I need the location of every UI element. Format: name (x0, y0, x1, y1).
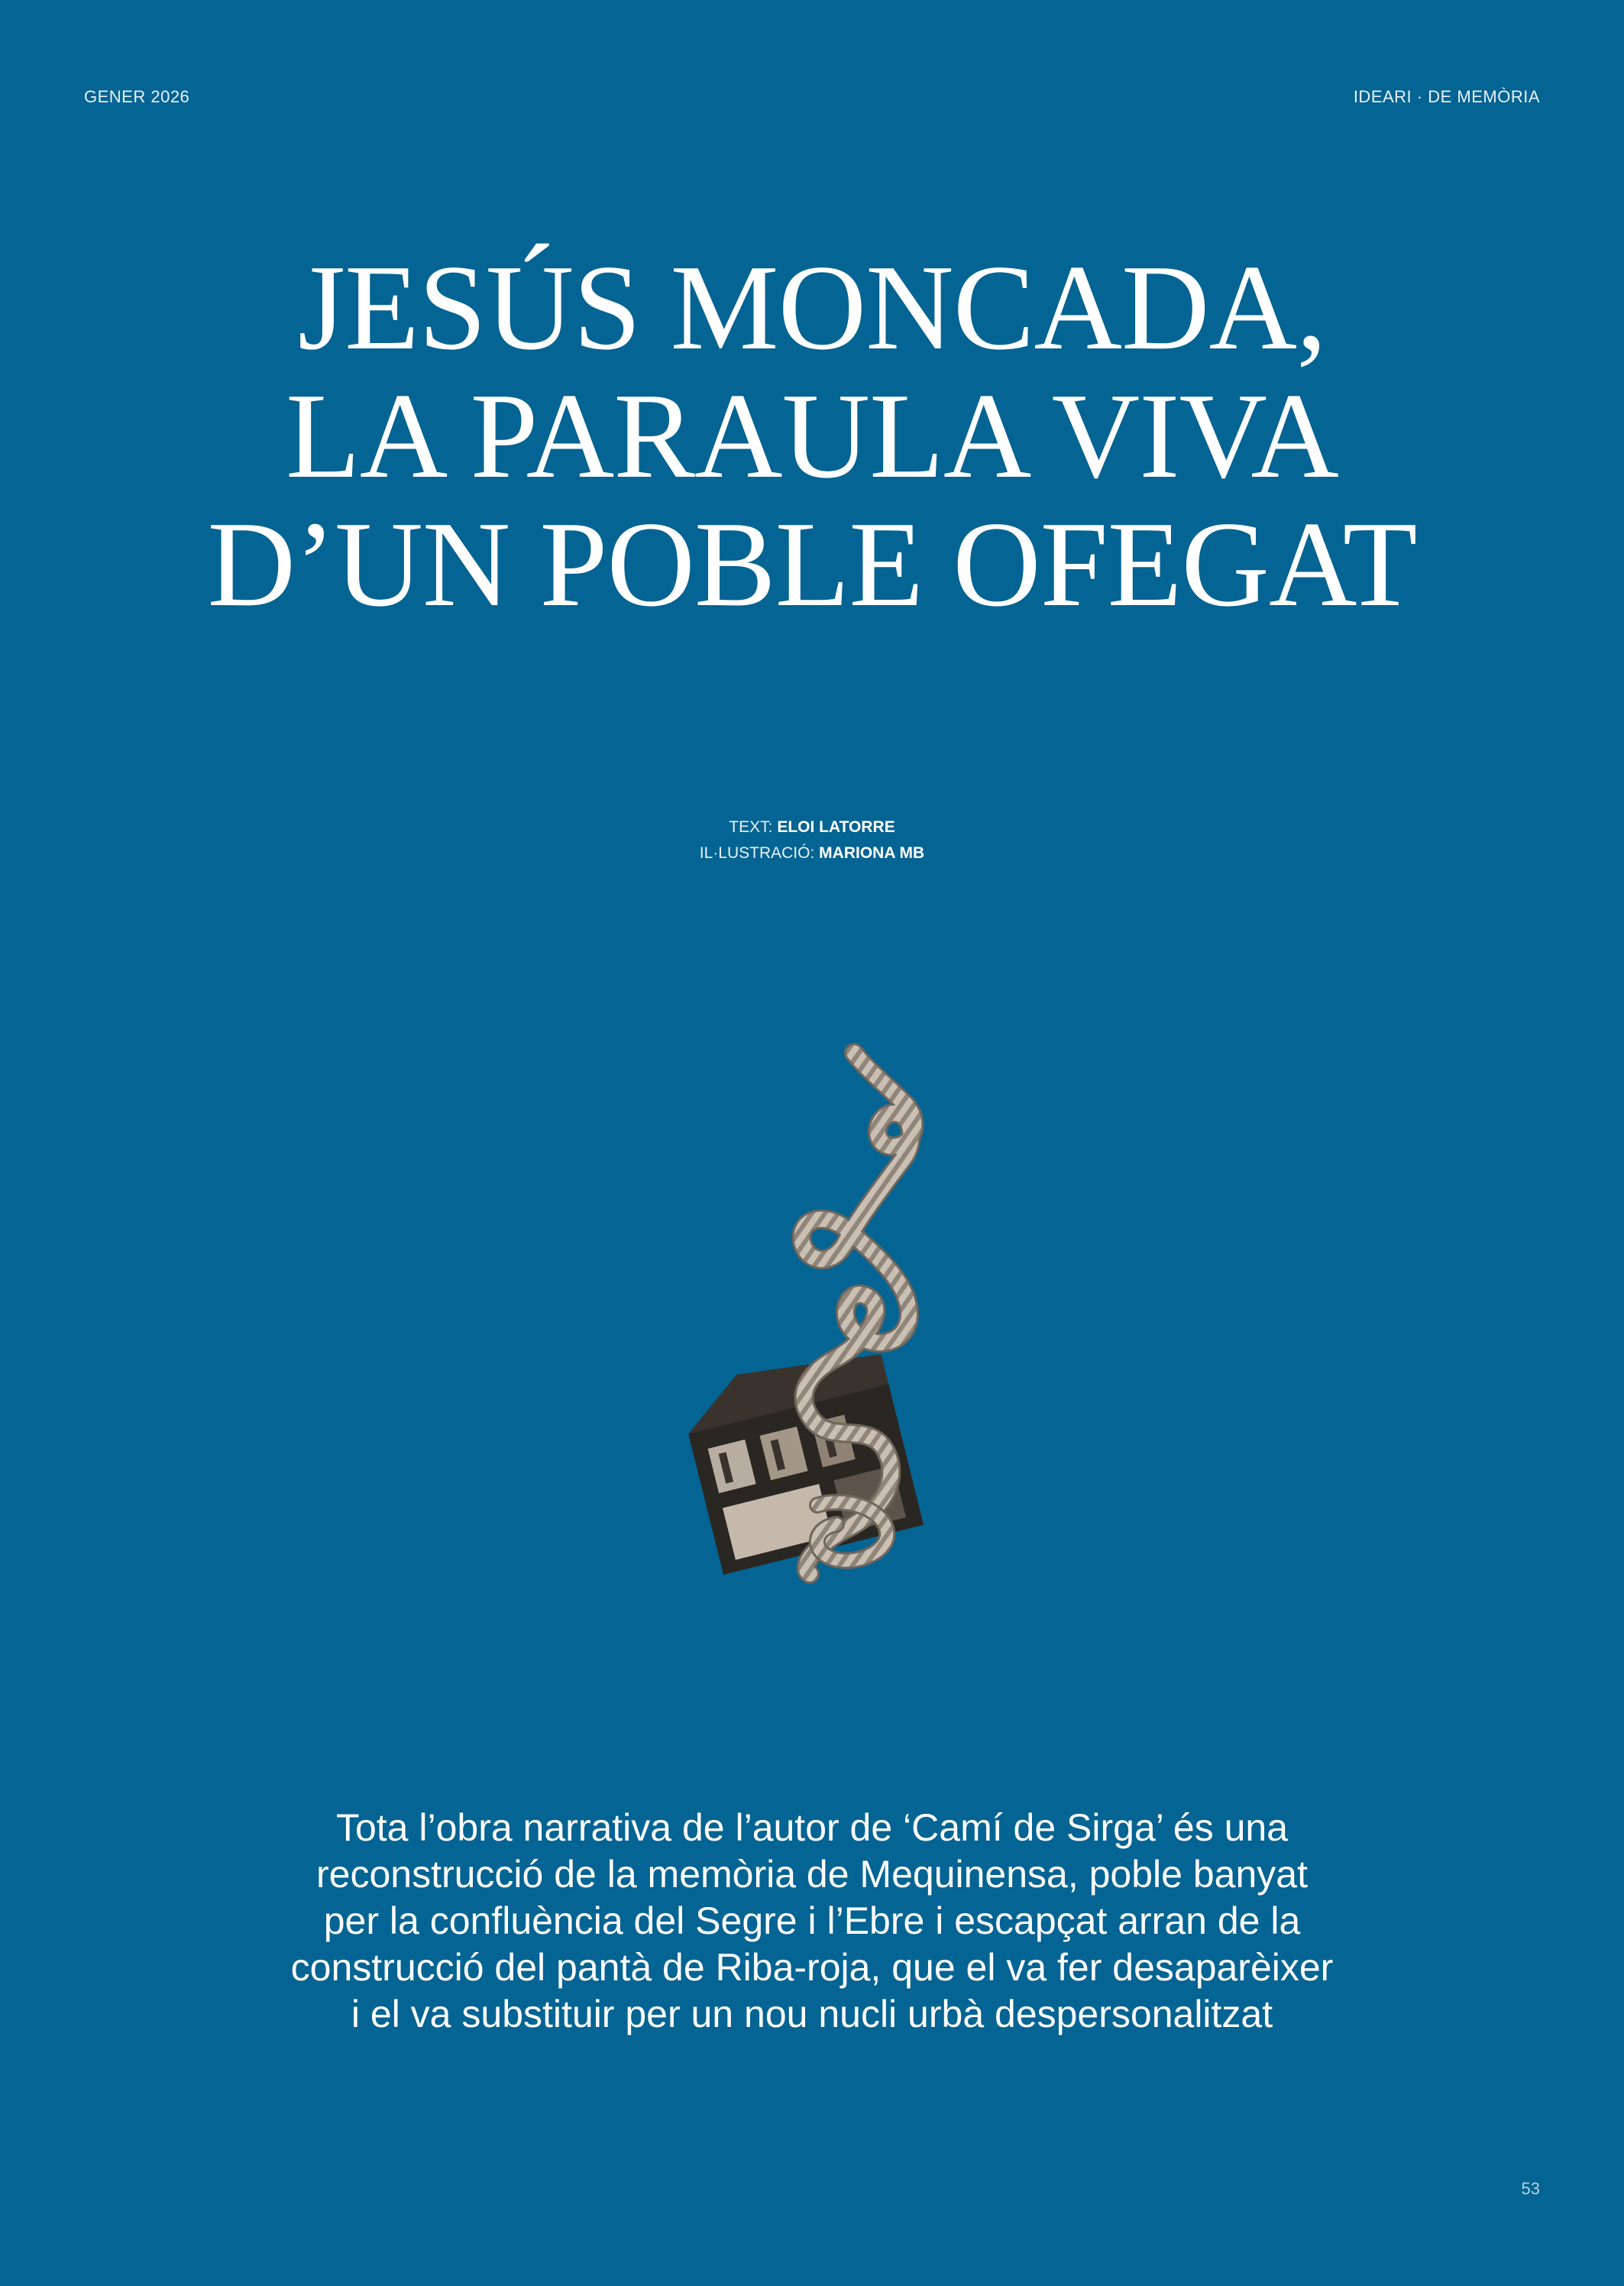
article-dek (0, 1805, 1624, 2038)
running-header-section: IDEARI · DE MEMÒRIA (1353, 87, 1540, 106)
author-name: ELOI LATORRE (777, 818, 895, 836)
author-credit (0, 814, 1624, 840)
running-header-date: GENER 2026 (84, 87, 190, 106)
dek-line: i el va substituir per un nou nucli urbà despersonalitzat (351, 1993, 1273, 2035)
dek-line: per la confluència del Segre i l’Ebre i escapçat arran de la (323, 1899, 1301, 1942)
illustrator-label: IL·LUSTRACIÓ: (699, 844, 815, 862)
illustrator-credit (0, 840, 1624, 866)
title-line: JESÚS MONCADA, (297, 239, 1327, 375)
page-number: 53 (1521, 2179, 1540, 2198)
dek-line: Tota l’obra narrativa de l’autor de ‘Camí de Sirga’ és una (335, 1806, 1289, 1849)
title-line: D’UN POBLE OFEGAT (207, 496, 1417, 632)
author-label: TEXT: (729, 818, 773, 836)
title-line: LA PARAULA VIVA (286, 368, 1338, 504)
article-title (0, 239, 1624, 632)
rope-and-house-illustration (657, 1039, 978, 1589)
dek-line: reconstrucció de la memòria de Mequinensa, poble banyat (316, 1853, 1308, 1896)
credits (0, 814, 1624, 866)
illustrator-name: MARIONA MB (819, 844, 925, 862)
dek-line: construcció del pantà de Riba-roja, que el va fer desaparèixer (290, 1946, 1334, 1989)
